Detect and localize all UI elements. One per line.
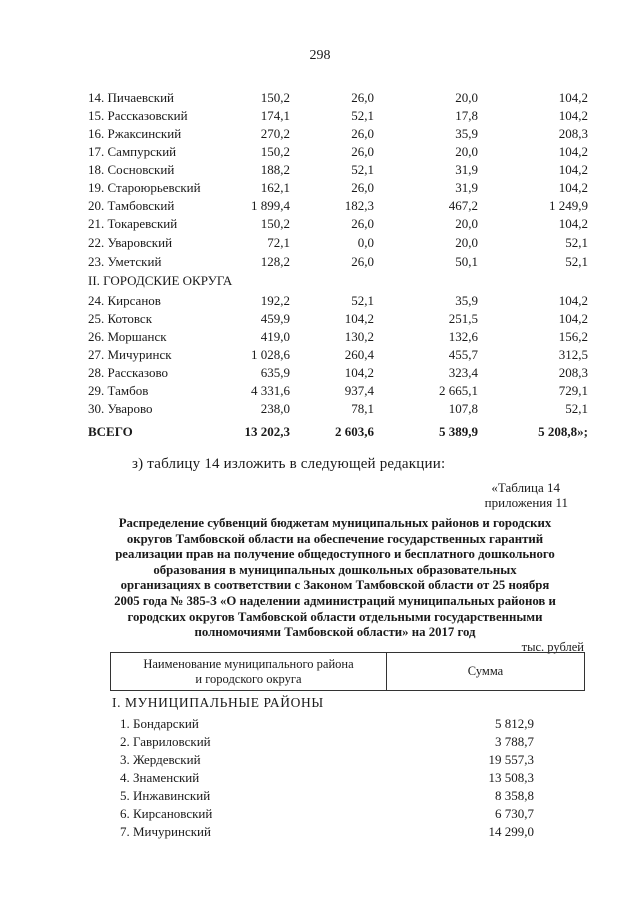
total-row	[0, 424, 640, 442]
value-col-2: 26,0	[351, 216, 374, 231]
value-col-3: 132,6	[448, 329, 478, 344]
value-col-3: 2 665,1	[439, 383, 478, 398]
title-line: Распределение субвенций бюджетам муниципальных районов и городских	[118, 516, 552, 530]
table-row	[0, 806, 640, 824]
title-line: округов Тамбовской области на обеспечение государственных гарантий	[126, 531, 544, 546]
table-row	[0, 401, 640, 419]
table-row	[0, 90, 640, 108]
district-name: 19. Староюрьевский	[88, 180, 201, 195]
value-col-1: 1 028,6	[251, 347, 290, 362]
value-col-4: 52,1	[565, 401, 588, 416]
district-name: 30. Уварово	[88, 401, 153, 416]
value-col-3: 467,2	[448, 198, 478, 213]
value-col-3: 107,8	[448, 401, 478, 416]
value-col-4: 52,1	[565, 254, 588, 269]
value-col-2: 130,2	[344, 329, 374, 344]
district-name: 21. Токаревский	[88, 216, 178, 231]
value-col-4: 52,1	[565, 235, 588, 250]
table-row	[0, 347, 640, 365]
value-col-4: 104,2	[558, 90, 588, 105]
total-col-2: 2 603,6	[335, 424, 374, 439]
district-name: 27. Мичуринск	[88, 347, 172, 362]
table-row	[0, 144, 640, 162]
district-name: 23. Уметский	[88, 254, 162, 269]
value-col-2: 26,0	[351, 180, 374, 195]
value-col-1: 150,2	[260, 216, 290, 231]
header-name-line: и городского округа	[195, 672, 302, 686]
value-col-2: 104,2	[344, 311, 374, 326]
district-name: 3. Жердевский	[120, 752, 201, 767]
table-row	[0, 235, 640, 253]
district-name: 16. Ржаксинский	[88, 126, 182, 141]
value-col-1: 635,9	[260, 365, 290, 380]
table-row	[0, 108, 640, 126]
title-line: полномочиями Тамбовской области» на 2017 год	[194, 625, 476, 640]
table-2-header	[110, 652, 585, 691]
table-row	[0, 824, 640, 842]
value-col-4: 104,2	[558, 293, 588, 308]
table-row	[0, 162, 640, 180]
table-row	[0, 752, 640, 770]
value-col-2: 260,4	[344, 347, 374, 362]
value-col-2: 78,1	[351, 401, 374, 416]
page-number: 298	[309, 48, 331, 63]
title-line: образования в муниципальных дошкольных образовательных	[153, 562, 517, 577]
value-col-4: 104,2	[558, 108, 588, 123]
value-col-3: 20,0	[455, 90, 478, 105]
value-col-4: 156,2	[558, 329, 588, 344]
value-col-4: 208,3	[558, 126, 588, 141]
value-col-3: 31,9	[455, 180, 478, 195]
value-col-2: 937,4	[344, 383, 374, 398]
table-row	[0, 216, 640, 234]
district-sum: 14 299,0	[488, 824, 534, 839]
district-name: 1. Бондарский	[120, 716, 199, 731]
table-row	[0, 788, 640, 806]
value-col-4: 729,1	[558, 383, 588, 398]
value-col-1: 192,2	[260, 293, 290, 308]
document-title	[100, 516, 570, 641]
value-col-1: 238,0	[260, 401, 290, 416]
value-col-1: 162,1	[260, 180, 290, 195]
table-row	[0, 770, 640, 788]
table-row	[0, 734, 640, 752]
section-title: II. ГОРОДСКИЕ ОКРУГА	[88, 273, 233, 288]
value-col-3: 455,7	[448, 347, 478, 362]
district-name: 2. Гавриловский	[120, 734, 211, 749]
value-col-2: 52,1	[351, 293, 374, 308]
district-sum: 19 557,3	[488, 752, 534, 767]
title-line: организациях в соответствии с Законом Тамбовской области от 25 ноября	[120, 578, 550, 593]
table-row	[0, 198, 640, 216]
value-col-3: 35,9	[455, 293, 478, 308]
value-col-3: 31,9	[455, 162, 478, 177]
value-col-3: 323,4	[448, 365, 478, 380]
value-col-1: 419,0	[260, 329, 290, 344]
value-col-4: 104,2	[558, 180, 588, 195]
district-name: 28. Рассказово	[88, 365, 169, 380]
district-name: 7. Мичуринский	[120, 824, 211, 839]
table-row	[0, 383, 640, 401]
total-label: ВСЕГО	[88, 424, 133, 439]
title-line: городских округов Тамбовской области отдельными государственными	[127, 609, 543, 624]
value-col-1: 72,1	[267, 235, 290, 250]
value-col-1: 1 899,4	[251, 198, 290, 213]
district-name: 5. Инжавинский	[120, 788, 211, 803]
value-col-2: 52,1	[351, 108, 374, 123]
units-label: тыс. рублей	[521, 640, 584, 654]
value-col-2: 0,0	[357, 235, 374, 250]
district-sum: 8 358,8	[495, 788, 534, 803]
value-col-4: 312,5	[558, 347, 588, 362]
value-col-1: 150,2	[260, 90, 290, 105]
table-reference: «Таблица 14	[491, 480, 560, 495]
total-col-4: 5 208,8»;	[538, 424, 588, 439]
header-name-line: Наименование муниципального района	[143, 657, 354, 671]
value-col-3: 251,5	[448, 311, 478, 326]
total-col-3: 5 389,9	[439, 424, 478, 439]
district-name: 25. Котовск	[88, 311, 153, 326]
appendix-reference: приложения 11	[484, 495, 568, 510]
header-sum-column: Сумма	[467, 664, 504, 678]
table-row	[0, 180, 640, 198]
title-line: 2005 года № 385-З «О наделении администраций муниципальных районов и	[114, 593, 556, 608]
value-col-4: 208,3	[558, 365, 588, 380]
value-col-1: 150,2	[260, 144, 290, 159]
value-col-4: 104,2	[558, 311, 588, 326]
district-name: 26. Моршанск	[88, 329, 167, 344]
value-col-4: 104,2	[558, 144, 588, 159]
table-row	[0, 311, 640, 329]
section-title: I. МУНИЦИПАЛЬНЫЕ РАЙОНЫ	[112, 695, 324, 710]
total-col-1: 13 202,3	[244, 424, 290, 439]
district-sum: 5 812,9	[495, 716, 534, 731]
district-name: 24. Кирсанов	[88, 293, 161, 308]
table-row	[0, 126, 640, 144]
value-col-4: 104,2	[558, 162, 588, 177]
district-name: 4. Знаменский	[120, 770, 200, 785]
table-row	[0, 329, 640, 347]
district-name: 14. Пичаевский	[88, 90, 174, 105]
value-col-1: 174,1	[260, 108, 290, 123]
value-col-2: 52,1	[351, 162, 374, 177]
value-col-2: 182,3	[344, 198, 374, 213]
district-name: 20. Тамбовский	[88, 198, 175, 213]
value-col-2: 26,0	[351, 144, 374, 159]
value-col-1: 4 331,6	[251, 383, 290, 398]
district-sum: 3 788,7	[495, 734, 534, 749]
value-col-2: 26,0	[351, 254, 374, 269]
value-col-3: 20,0	[455, 216, 478, 231]
value-col-1: 270,2	[260, 126, 290, 141]
district-name: 18. Сосновский	[88, 162, 175, 177]
value-col-2: 26,0	[351, 90, 374, 105]
district-name: 17. Сампурский	[88, 144, 177, 159]
district-name: 22. Уваровский	[88, 235, 173, 250]
value-col-3: 20,0	[455, 144, 478, 159]
value-col-2: 104,2	[344, 365, 374, 380]
value-col-3: 17,8	[455, 108, 478, 123]
value-col-1: 128,2	[260, 254, 290, 269]
table-row	[0, 254, 640, 272]
value-col-3: 35,9	[455, 126, 478, 141]
district-name: 15. Рассказовский	[88, 108, 188, 123]
value-col-2: 26,0	[351, 126, 374, 141]
district-sum: 13 508,3	[488, 770, 534, 785]
value-col-4: 104,2	[558, 216, 588, 231]
value-col-1: 459,9	[260, 311, 290, 326]
table-row	[0, 716, 640, 734]
value-col-1: 188,2	[260, 162, 290, 177]
header-name-column	[111, 657, 386, 687]
table-row	[0, 293, 640, 311]
amendment-instruction: з) таблицу 14 изложить в следующей редакции:	[132, 456, 446, 472]
value-col-3: 20,0	[455, 235, 478, 250]
district-name: 29. Тамбов	[88, 383, 149, 398]
district-sum: 6 730,7	[495, 806, 534, 821]
table-row	[0, 365, 640, 383]
value-col-4: 1 249,9	[549, 198, 588, 213]
value-col-3: 50,1	[455, 254, 478, 269]
district-name: 6. Кирсановский	[120, 806, 213, 821]
title-line: реализации прав на получение общедоступного и бесплатного дошкольного	[115, 547, 555, 562]
